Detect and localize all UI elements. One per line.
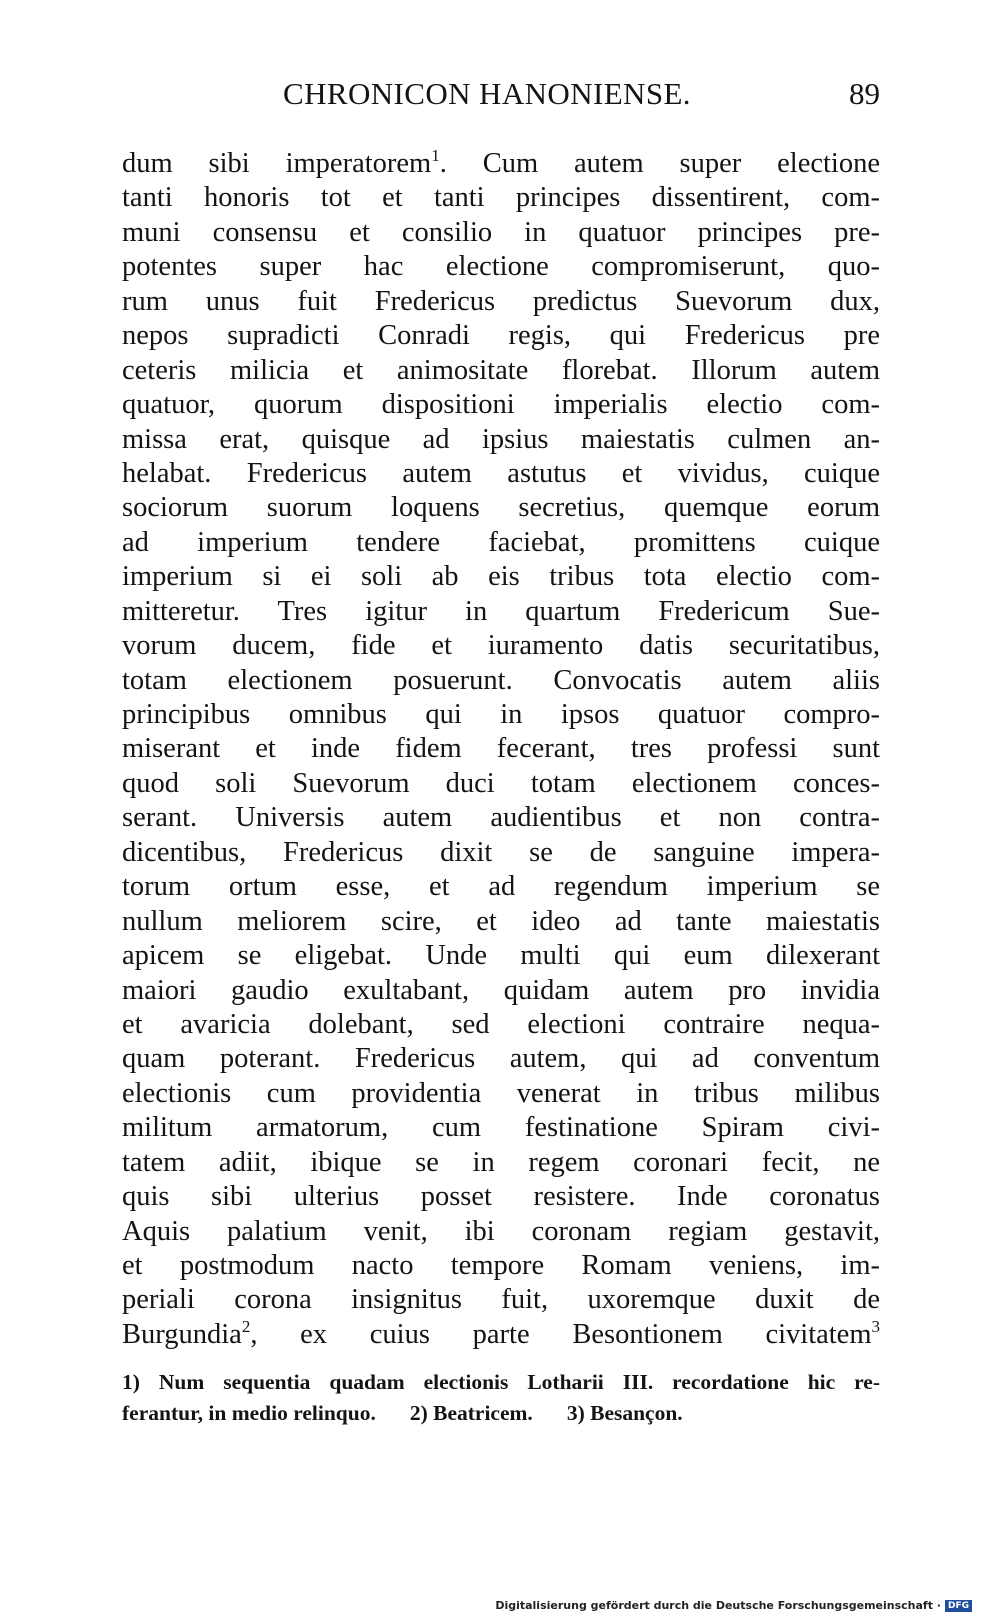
line-text: . Cum autem super electione — [439, 148, 881, 179]
line-text: vorum ducem, fide et iuramento datis securitatibus, — [122, 630, 880, 662]
text-line — [122, 1146, 880, 1180]
line-text: electionis cum providentia venerat in tribus milibus — [122, 1077, 880, 1109]
footnote-marker: 3 — [871, 1316, 880, 1336]
line-text: dum sibi imperatorem — [122, 148, 432, 179]
credit-text: Digitalisierung gefördert durch die Deutsche Forschungsgemeinschaft · — [495, 1599, 941, 1612]
line-text: principibus omnibus qui in ipsos quatuor compro- — [122, 699, 880, 730]
text-line — [122, 1111, 880, 1145]
line-text: maiori gaudio exultabant, quidam autem pro invidia — [122, 974, 880, 1006]
text-line — [122, 181, 880, 215]
text-line — [122, 974, 880, 1008]
line-text: muni consensu et consilio in quatuor principes pre- — [122, 216, 880, 248]
footnotes — [122, 1367, 880, 1429]
text-line — [122, 1215, 880, 1249]
dfg-logo: DFG — [945, 1600, 972, 1612]
text-line — [122, 595, 880, 629]
text-line — [122, 285, 880, 319]
text-line — [122, 629, 880, 663]
running-title: CHRONICON HANONIENSE. — [283, 76, 691, 111]
line-text: nepos supradicti Conradi regis, qui Fredericus pre — [122, 320, 880, 352]
text-line — [122, 1042, 880, 1076]
line-text: dicentibus, Fredericus dixit se de sanguine impera- — [122, 836, 880, 868]
text-line — [122, 250, 880, 284]
line-text: militum armatorum, cum festinatione Spiram civi- — [122, 1112, 880, 1144]
line-text: quatuor, quorum dispositioni imperialis electio com- — [122, 389, 880, 421]
page-number: 89 — [849, 76, 880, 111]
text-line — [122, 698, 880, 732]
text-line — [122, 732, 880, 766]
line-text: serant. Universis autem audientibus et non contra- — [122, 802, 880, 834]
footnote-marker: 2 — [241, 1316, 251, 1336]
text-line — [122, 319, 880, 353]
text-line — [122, 767, 880, 801]
footnote-text: 3) Besançon. — [566, 1401, 683, 1425]
line-text: totam electionem posuerunt. Convocatis autem aliis — [122, 664, 880, 696]
digitization-credit — [495, 1599, 972, 1612]
line-text: tatem adiit, ibique se in regem coronari fecit, ne — [122, 1146, 880, 1178]
line-text: miserant et inde fidem fecerant, tres professi sunt — [122, 733, 880, 765]
text-line — [122, 1249, 880, 1283]
body-text — [122, 147, 880, 1352]
text-line — [122, 1077, 880, 1111]
line-text: nullum meliorem scire, et ideo ad tante maiestatis — [122, 905, 880, 937]
footnote-text: 2) Beatricem. — [409, 1401, 533, 1425]
line-text: missa erat, quisque ad ipsius maiestatis culmen an- — [122, 423, 880, 455]
text-line — [122, 526, 880, 560]
line-text: torum ortum esse, et ad regendum imperium se — [122, 871, 880, 903]
text-line — [122, 1008, 880, 1042]
line-text: , ex cuius parte Besontionem civitatem — [250, 1318, 872, 1350]
text-line — [122, 1283, 880, 1317]
footnote-marker: 1 — [431, 146, 440, 165]
line-text: imperium si ei soli ab eis tribus tota electio com- — [122, 561, 880, 593]
text-line — [122, 560, 880, 594]
text-line — [122, 905, 880, 939]
line-text: tanti honoris tot et tanti principes dissentirent, com- — [122, 182, 880, 214]
text-line — [122, 423, 880, 457]
text-line — [122, 491, 880, 525]
line-text: ad imperium tendere faciebat, promittens cuique — [122, 526, 880, 558]
text-line — [122, 354, 880, 388]
line-text: helabat. Fredericus autem astutus et vividus, cuique — [122, 457, 880, 489]
text-line — [122, 1318, 880, 1352]
text-line — [122, 801, 880, 835]
footnote-line: 1) Num sequentia quadam electionis Lotharii III. recordatione hic re- — [122, 1370, 880, 1394]
footnote-line — [122, 1398, 880, 1429]
line-text: rum unus fuit Fredericus predictus Suevorum dux, — [122, 285, 880, 317]
line-text: quam poterant. Fredericus autem, qui ad conventum — [122, 1043, 880, 1075]
text-line — [122, 939, 880, 973]
line-text: potentes super hac electione compromiserunt, quo- — [122, 251, 880, 283]
text-line — [122, 836, 880, 870]
running-head — [118, 76, 880, 116]
line-text: Burgundia — [122, 1318, 242, 1350]
text-line — [122, 870, 880, 904]
line-text: quis sibi ulterius posset resistere. Inde coronatus — [122, 1181, 880, 1213]
line-text: periali corona insignitus fuit, uxoremque duxit de — [122, 1284, 880, 1316]
line-text: ceteris milicia et animositate florebat. Illorum autem — [122, 354, 880, 386]
text-line — [122, 457, 880, 491]
line-text: sociorum suorum loquens secretius, quemque eorum — [122, 492, 880, 524]
text-line — [122, 216, 880, 250]
line-text: apicem se eligebat. Unde multi qui eum dilexerant — [122, 940, 880, 972]
text-line — [122, 147, 880, 181]
line-text: et avaricia dolebant, sed electioni contraire nequa- — [122, 1008, 880, 1040]
footnote-text: ferantur, in medio relinquo. — [122, 1401, 376, 1425]
line-text: et postmodum nacto tempore Romam veniens, im- — [122, 1250, 880, 1281]
line-text: mitteretur. Tres igitur in quartum Fredericum Sue- — [122, 595, 880, 627]
line-text: Aquis palatium venit, ibi coronam regiam gestavit, — [122, 1215, 880, 1247]
text-line — [122, 388, 880, 422]
line-text: quod soli Suevorum duci totam electionem conces- — [122, 767, 880, 799]
text-line — [122, 1180, 880, 1214]
text-line — [122, 664, 880, 698]
